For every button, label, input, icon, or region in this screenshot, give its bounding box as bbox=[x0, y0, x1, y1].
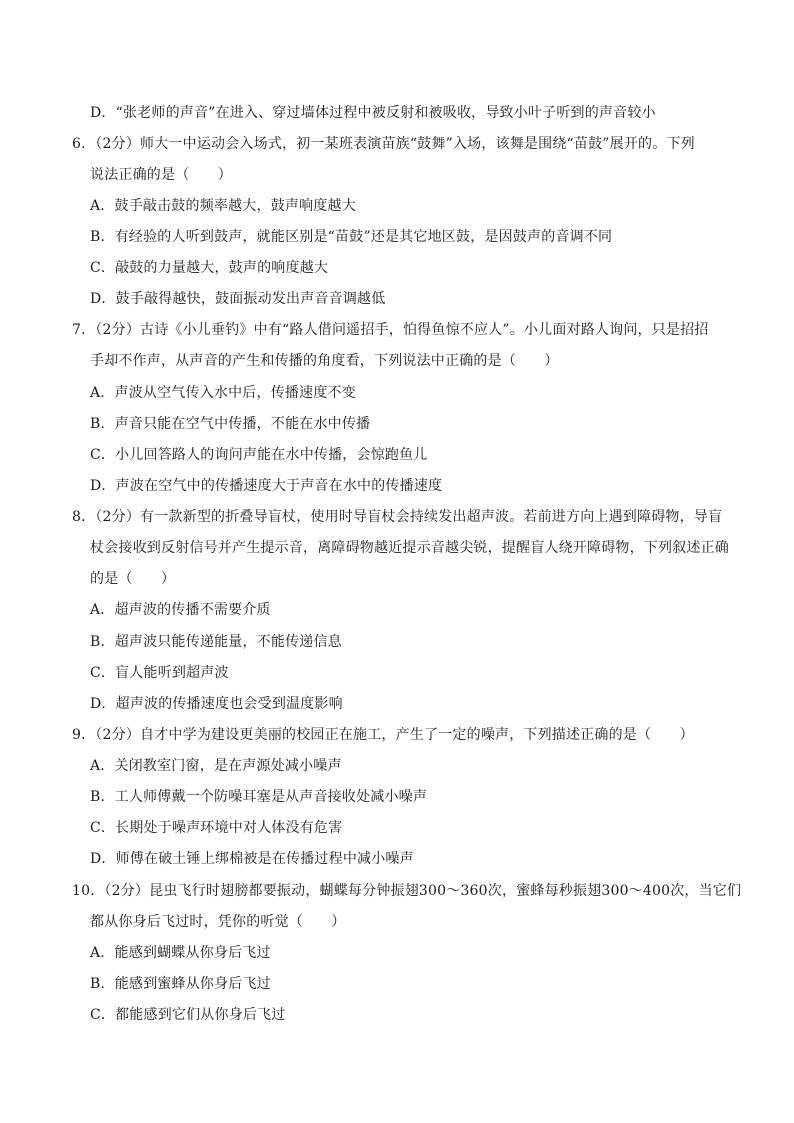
option-10c: C．都能感到它们从你身后飞过 bbox=[90, 1007, 286, 1023]
option-8d: D．超声波的传播速度也会受到温度影响 bbox=[90, 696, 343, 712]
option-10a: A．能感到蝴蝶从你身后飞过 bbox=[90, 945, 271, 961]
question-8-stem-cont-2: 的是（ ） bbox=[90, 571, 176, 587]
question-8-stem-cont-1: 杖会接收到反射信号并产生提示音，离障碍物越近提示音越尖锐，提醒盲人绕开障碍物，下列叙述正确 bbox=[90, 540, 729, 556]
option-8b: B．超声波只能传递能量，不能传递信息 bbox=[90, 634, 342, 650]
question-9-stem: 9．（2分）自才中学为建设更美丽的校园正在施工，产生了一定的噪声，下列描述正确的是（ ） bbox=[72, 727, 694, 743]
question-7-stem: 7．（2分）古诗《小儿垂钓》中有“路人借问遥招手，怕得鱼惊不应人”。小儿面对路人询问，只是招招 bbox=[72, 322, 709, 338]
question-7-stem-cont: 手却不作声，从声音的产生和传播的角度看，下列说法中正确的是（ ） bbox=[90, 353, 559, 369]
option-10b: B．能感到蜜蜂从你身后飞过 bbox=[90, 976, 271, 992]
option-9d: D．师傅在破土锤上绑棉被是在传播过程中减小噪声 bbox=[90, 851, 414, 867]
option-6c: C．敲鼓的力量越大，鼓声的响度越大 bbox=[90, 260, 329, 276]
question-8-stem: 8．（2分）有一款新型的折叠导盲杖，使用时导盲杖会持续发出超声波。若前进方向上遇到障碍物，导盲 bbox=[72, 509, 723, 525]
option-7c: C．小儿回答路人的询问声能在水中传播，会惊跑鱼儿 bbox=[90, 447, 428, 463]
question-6-stem: 6．（2分）师大一中运动会入场式，初一某班表演苗族“鼓舞”入场，该舞是围绕“苗鼓”展开的。下列 bbox=[72, 136, 695, 152]
option-7b: B．声音只能在空气中传播，不能在水中传播 bbox=[90, 416, 371, 432]
option-5d: D．“张老师的声音”在进入、穿过墙体过程中被反射和被吸收，导致小叶子听到的声音较小 bbox=[90, 105, 656, 121]
option-9c: C．长期处于噪声环境中对人体没有危害 bbox=[90, 820, 343, 836]
option-8a: A．超声波的传播不需要介质 bbox=[90, 602, 271, 618]
option-9a: A．关闭教室门窗，是在声源处减小噪声 bbox=[90, 758, 342, 774]
question-6-stem-cont: 说法正确的是（ ） bbox=[90, 167, 232, 183]
option-9b: B．工人师傅戴一个防噪耳塞是从声音接收处减小噪声 bbox=[90, 789, 428, 805]
question-10-stem-cont: 都从你身后飞过时，凭你的听觉（ ） bbox=[90, 914, 346, 930]
option-7d: D．声波在空气中的传播速度大于声音在水中的传播速度 bbox=[90, 478, 443, 494]
option-8c: C．盲人能听到超声波 bbox=[90, 665, 229, 681]
option-6d: D．鼓手敲得越快，鼓面振动发出声音音调越低 bbox=[90, 291, 386, 307]
option-6b: B．有经验的人听到鼓声，就能区别是“苗鼓”还是其它地区鼓，是因鼓声的音调不同 bbox=[90, 229, 613, 245]
option-6a: A．鼓手敲击鼓的频率越大，鼓声响度越大 bbox=[90, 198, 356, 214]
question-10-stem: 10．（2分）昆虫飞行时翅膀都要振动，蝴蝶每分钟振翅300～360次，蜜蜂每秒振翅300～400次，当它们 bbox=[72, 883, 742, 899]
option-7a: A．声波从空气传入水中后，传播速度不变 bbox=[90, 385, 356, 401]
